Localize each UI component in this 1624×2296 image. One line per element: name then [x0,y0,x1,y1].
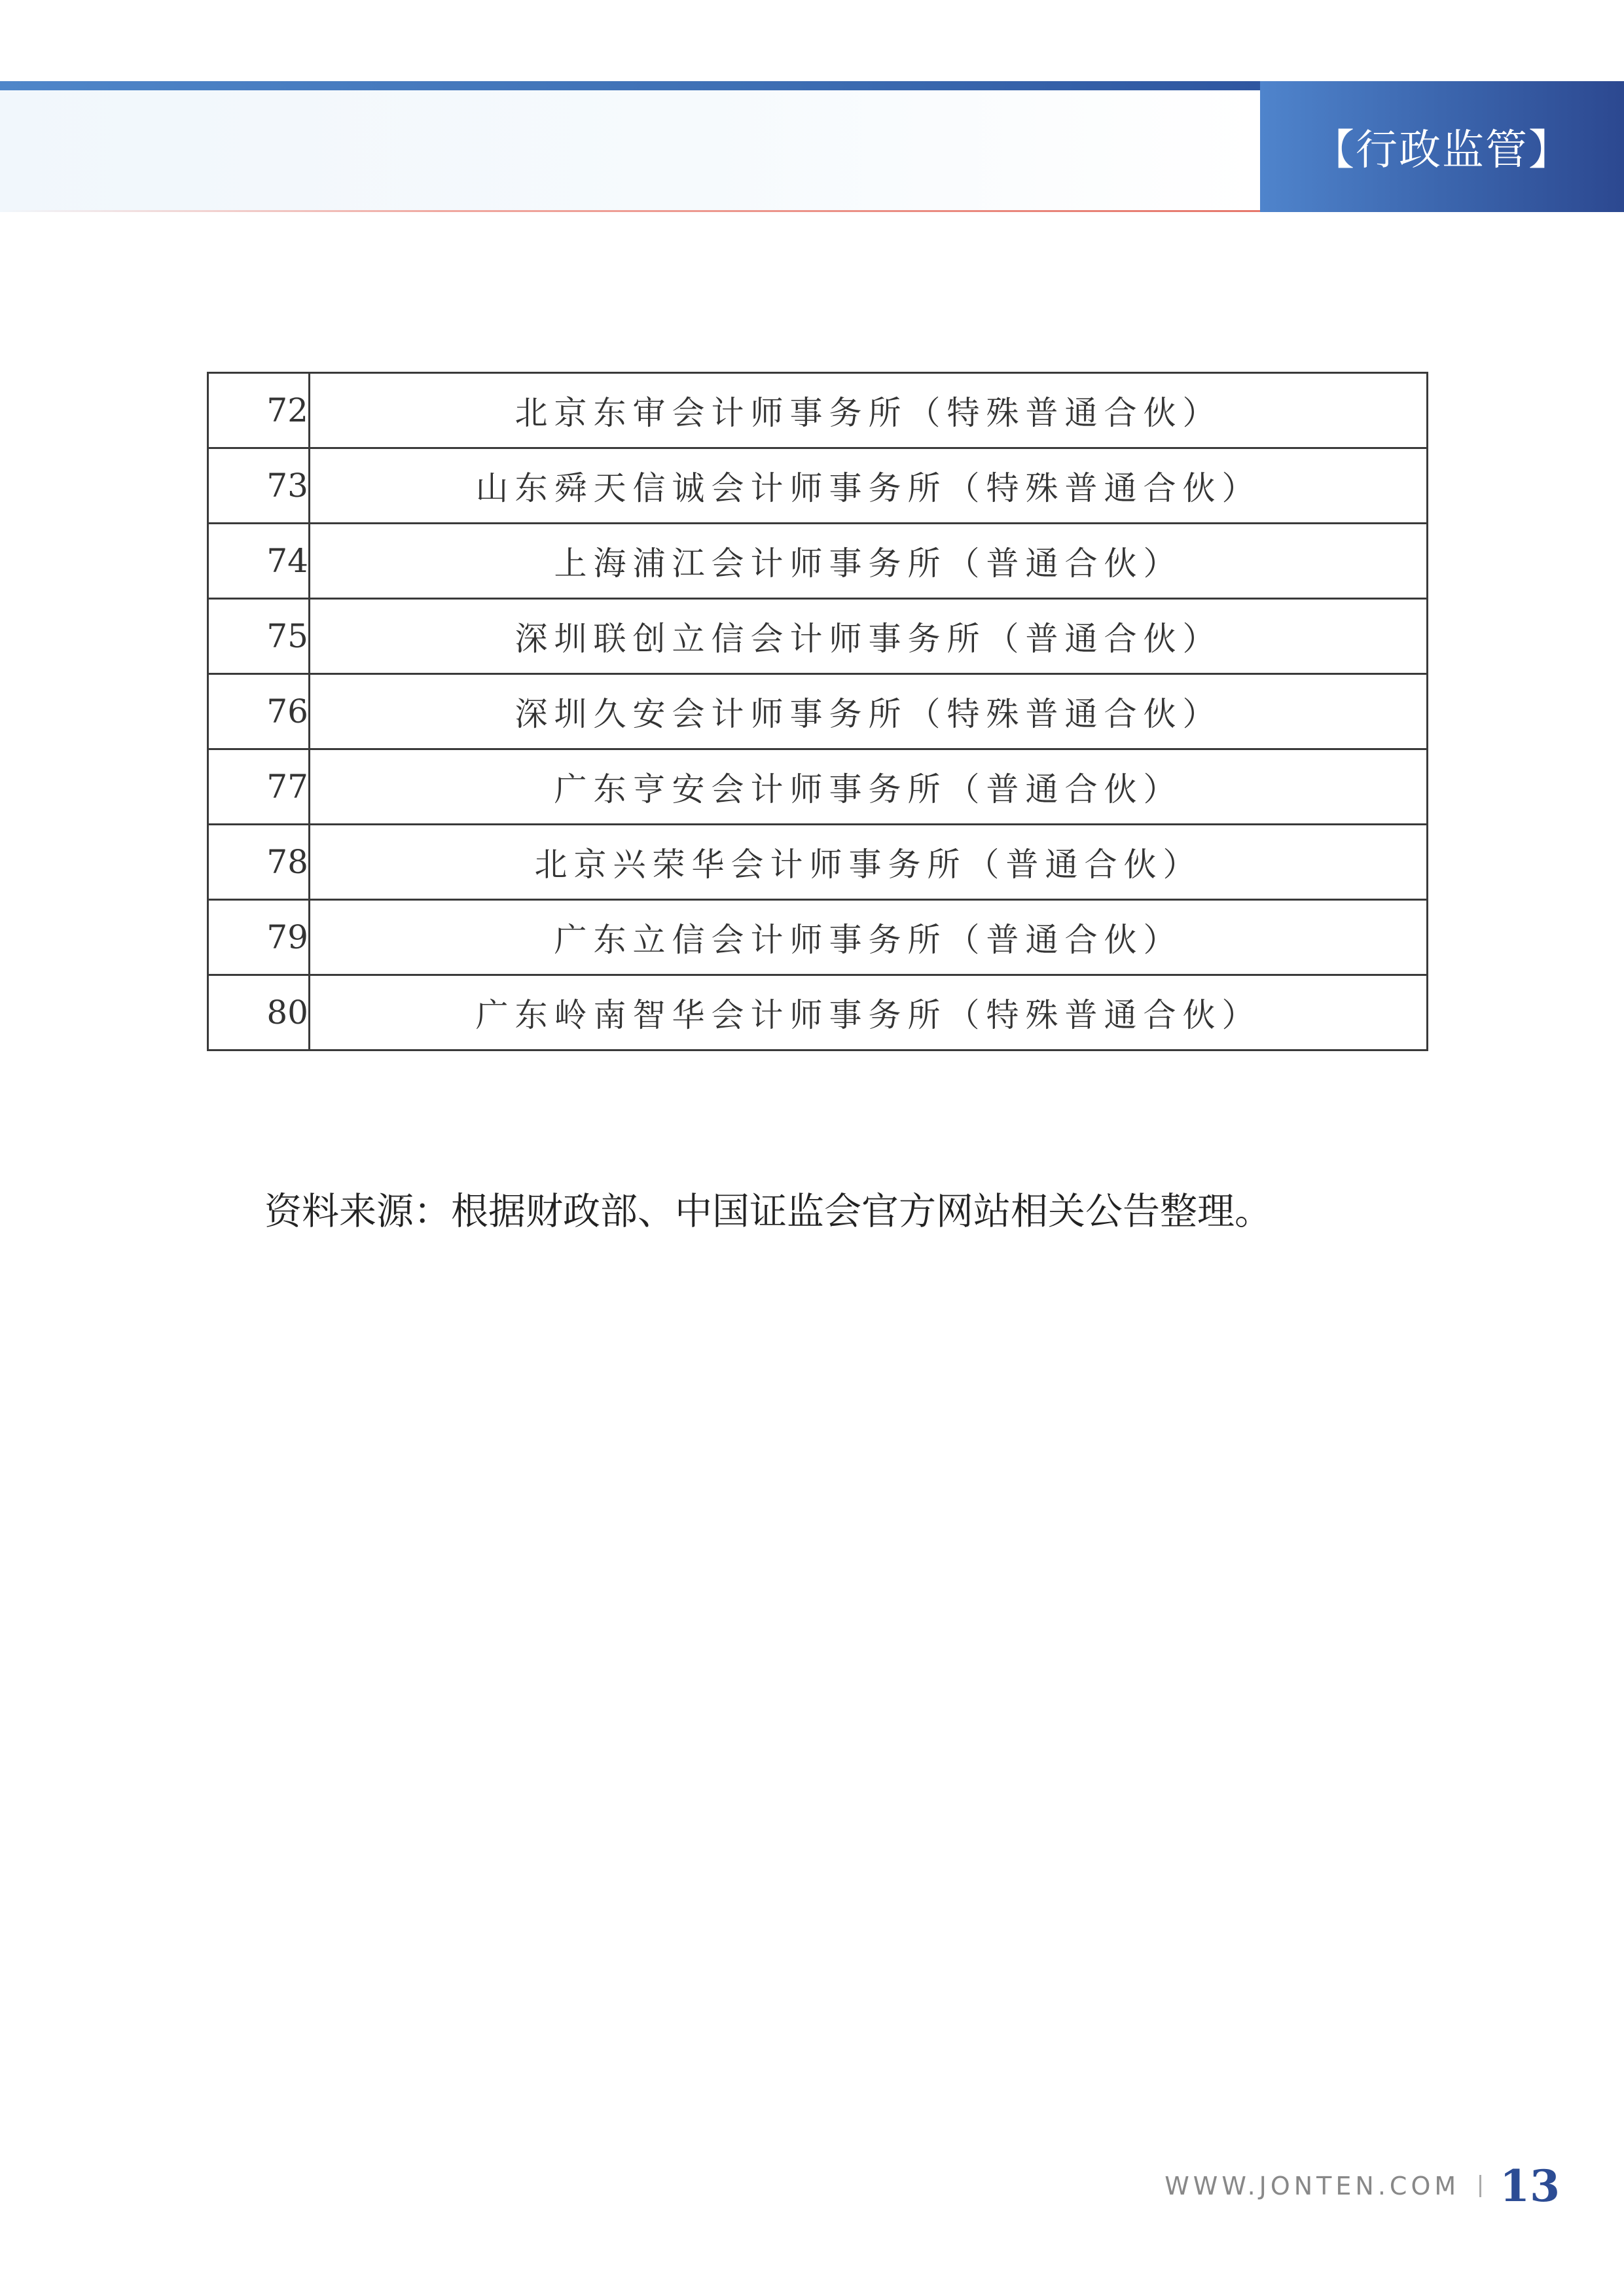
row-number: 76 [208,674,310,749]
header-divider-line [0,210,1260,212]
source-note: 资料来源：根据财政部、中国证监会官方网站相关公告整理。 [264,1190,1272,1233]
footer-url: WWW.JONTEN.COM [1164,2172,1460,2200]
firm-name: 广东岭南智华会计师事务所（特殊普通合伙） [310,975,1428,1050]
row-number: 74 [208,524,310,599]
firm-name: 广东亨安会计师事务所（普通合伙） [310,749,1428,825]
table-row [208,975,1428,1050]
table-row [208,674,1428,749]
row-number: 79 [208,900,310,975]
table-row [208,900,1428,975]
table-row [208,749,1428,825]
row-number: 77 [208,749,310,825]
page-number: 13 [1500,2161,1560,2212]
table-row [208,825,1428,900]
row-number: 73 [208,448,310,524]
row-number: 75 [208,599,310,674]
section-label: 【行政监管】 [1312,126,1572,175]
table-row [208,599,1428,674]
firm-name: 深圳久安会计师事务所（特殊普通合伙） [310,674,1428,749]
firm-name: 上海浦江会计师事务所（普通合伙） [310,524,1428,599]
footer-divider [1479,2175,1481,2197]
row-number: 78 [208,825,310,900]
section-tab [1260,81,1624,212]
header-accent-bar [0,81,1260,90]
firm-name: 深圳联创立信会计师事务所（普通合伙） [310,599,1428,674]
table-row [208,524,1428,599]
row-number: 72 [208,373,310,448]
firm-name: 山东舜天信诚会计师事务所（特殊普通合伙） [310,448,1428,524]
firm-name: 北京兴荣华会计师事务所（普通合伙） [310,825,1428,900]
firm-name: 广东立信会计师事务所（普通合伙） [310,900,1428,975]
page-footer [1164,2160,1560,2212]
firm-name: 北京东审会计师事务所（特殊普通合伙） [310,373,1428,448]
table-row [208,448,1428,524]
firm-list-table [207,372,1428,1051]
row-number: 80 [208,975,310,1050]
header-band [0,90,1260,212]
table-row [208,373,1428,448]
